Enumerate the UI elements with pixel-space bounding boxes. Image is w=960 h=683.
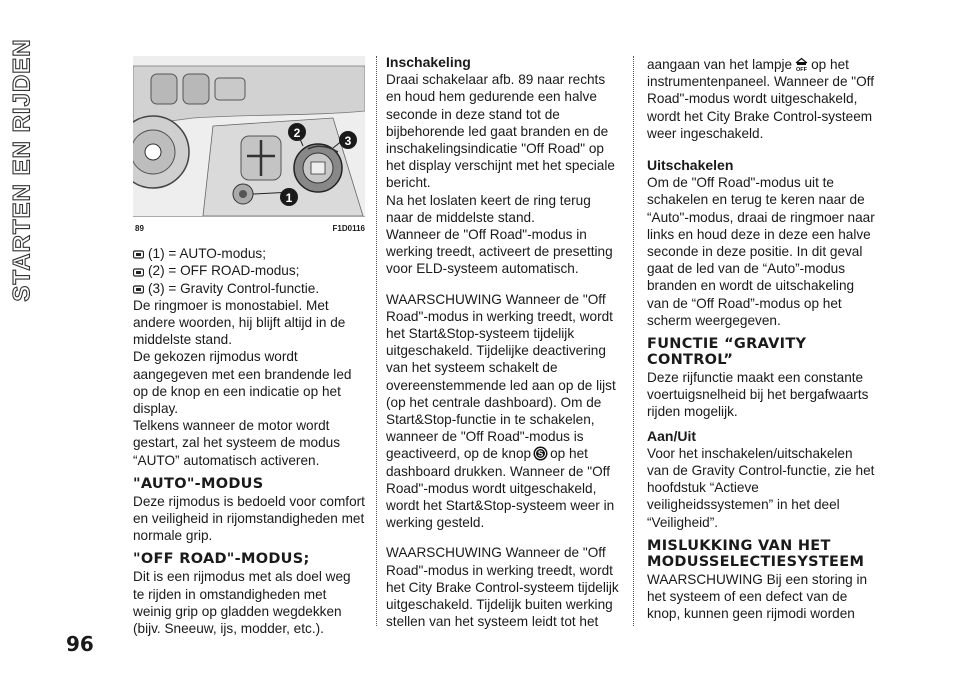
legend-text: (1) = AUTO-modus; bbox=[148, 246, 266, 262]
column-divider bbox=[376, 56, 377, 626]
mode-selector-icon bbox=[133, 250, 144, 259]
paragraph-activation: Draai schakelaar afb. 89 naar rechts en houd hem gedurende een halve seconde in deze stand tot de bijbehorende led gaat branden en de inschakelingsindicatie "Off Road" op het display verschijnt met het speciale bericht. bbox=[386, 72, 615, 191]
figure-89 bbox=[133, 56, 365, 217]
paragraph-aan-uit: Voor het inschakelen/uitschakelen van de Gravity Control-functie, zie het hoofdstuk “Actieve veiligheidssystemen” in het deel “Veiligheid”. bbox=[647, 445, 875, 530]
svg-text:S: S bbox=[537, 450, 544, 460]
warning-start-stop-text-a: WAARSCHUWING Wanneer de "Off Road"-modus in werking treedt, wordt het Start&Stop-systeem tijdelijk uitgeschakeld. Tijdelijke deactivering van het systeem schakelt de overeenstemmende led aan op de lijst (op het centrale dashboard). Om de Start&Stop-functie in te schakelen, wanneer de "Off Road"-modus is geactiveerd, op de knop bbox=[386, 291, 616, 462]
column-divider bbox=[633, 56, 634, 626]
figure-caption bbox=[135, 220, 365, 237]
paragraph-eld-preset: Wanneer de "Off Road"-modus in werking treedt, activeert de presetting voor ELD-systeem automatisch. bbox=[386, 227, 613, 277]
mode-selector-icon bbox=[133, 268, 144, 277]
legend-item-auto bbox=[133, 245, 365, 262]
paragraph-city-brake-lamp bbox=[647, 56, 877, 142]
figure-number: 89 bbox=[135, 224, 144, 233]
warning-city-brake: WAARSCHUWING Wanneer de "Off Road"-modus in werking treedt, wordt het City Brake Control-systeem tijdelijk uitgeschakeld. Tijdelijk buiten werking stellen van het systeem leidt tot het bbox=[386, 545, 619, 630]
heading-aan-uit: Aan/Uit bbox=[647, 427, 696, 444]
column-2 bbox=[386, 52, 620, 631]
paragraph-auto-mode: Deze rijmodus is bedoeld voor comfort en veiligheid in rijomstandigheden met normale grip. bbox=[133, 493, 365, 544]
svg-text:OFF: OFF bbox=[796, 67, 808, 72]
legend-text: (2) = OFF ROAD-modus; bbox=[148, 263, 300, 279]
warning-start-stop bbox=[386, 291, 620, 532]
side-title-text: STARTEN EN RIJDEN bbox=[9, 38, 36, 302]
start-stop-button-icon bbox=[533, 446, 548, 461]
paragraph-gravity-control: Deze rijfunctie maakt een constante voertuigsnelheid bij het bergafwaarts rijden mogelijk. bbox=[647, 370, 869, 420]
heading-uitschakelen: Uitschakelen bbox=[647, 157, 734, 174]
paragraph-deactivation: Om de "Off Road"-modus uit te schakelen en terug te keren naar de “Auto"-modus, draai de ringmoer naar links en houd deze in deze een halve seconde in deze positie. In dit geval gaat de led van de “Auto”-modus branden en wordt de uitschakeling van de “Off Road”-modus op het scherm weergegeven. bbox=[647, 175, 875, 328]
mode-selector-icon bbox=[133, 285, 144, 294]
city-brake-off-lamp-icon bbox=[794, 57, 809, 72]
legend-item-gravity bbox=[133, 280, 365, 297]
paragraph-selected-mode: De gekozen rijmodus wordt aangegeven met een brandende led op de knop en een indicatie op het display. bbox=[133, 349, 352, 417]
column-3 bbox=[647, 56, 877, 622]
heading-inschakeling: Inschakeling bbox=[386, 54, 471, 70]
paragraph-system-failure: WAARSCHUWING Bij een storing in het systeem of een defect van de knop, kunnen geen rijmodi worden bbox=[647, 571, 868, 622]
paragraph-offroad-mode: Dit is een rijmodus met als doel weg te rijden in omstandigheden met weinig grip op gladden wegdekken (bijv. Sneeuw, ijs, modder, etc.). bbox=[133, 569, 351, 637]
legend-item-offroad bbox=[133, 262, 365, 279]
paragraph-monostable: De ringmoer is monostabiel. Met andere woorden, hij blijft altijd in de middelste stand. bbox=[133, 297, 346, 348]
legend-text: (3) = Gravity Control-functie. bbox=[148, 280, 320, 296]
warning-start-stop-text-b: op het dashboard drukken. Wanneer de "Off Road"-modus wordt uitgeschakeld, wordt het Start&Stop-systeem weer in werking gesteld. bbox=[386, 446, 615, 531]
callout-3-label: 3 bbox=[344, 134, 352, 148]
side-section-title bbox=[6, 38, 40, 302]
column-1 bbox=[133, 56, 365, 637]
figure-code: F1D0116 bbox=[332, 224, 365, 233]
heading-offroad-mode: "OFF ROAD"-MODUS; bbox=[133, 551, 310, 568]
callout-1-label: 1 bbox=[285, 191, 293, 205]
paragraph-auto-default: Telkens wanneer de motor wordt gestart, zal het systeem de modus “AUTO” automatisch activeren. bbox=[133, 418, 341, 468]
heading-auto-mode: "AUTO"-MODUS bbox=[133, 475, 264, 492]
callout-2-label: 2 bbox=[293, 126, 301, 140]
dashboard-illustration bbox=[133, 56, 365, 216]
paragraph-release: Na het loslaten keert de ring terug naar de middelste stand. bbox=[386, 192, 591, 225]
heading-system-failure: MISLUKKING VAN HET MODUSSELECTIESYSTEEM bbox=[647, 537, 865, 570]
lamp-text-b: op het instrumentenpaneel. Wanneer de "Off Road"-modus wordt uitgeschakeld, wordt het City Brake Control-systeem weer ingeschakeld. bbox=[647, 57, 874, 141]
page-number: 96 bbox=[66, 632, 94, 656]
lamp-text-a: aangaan van het lampje bbox=[647, 57, 793, 72]
heading-gravity-control: FUNCTIE “GRAVITY CONTROL” bbox=[647, 336, 807, 369]
